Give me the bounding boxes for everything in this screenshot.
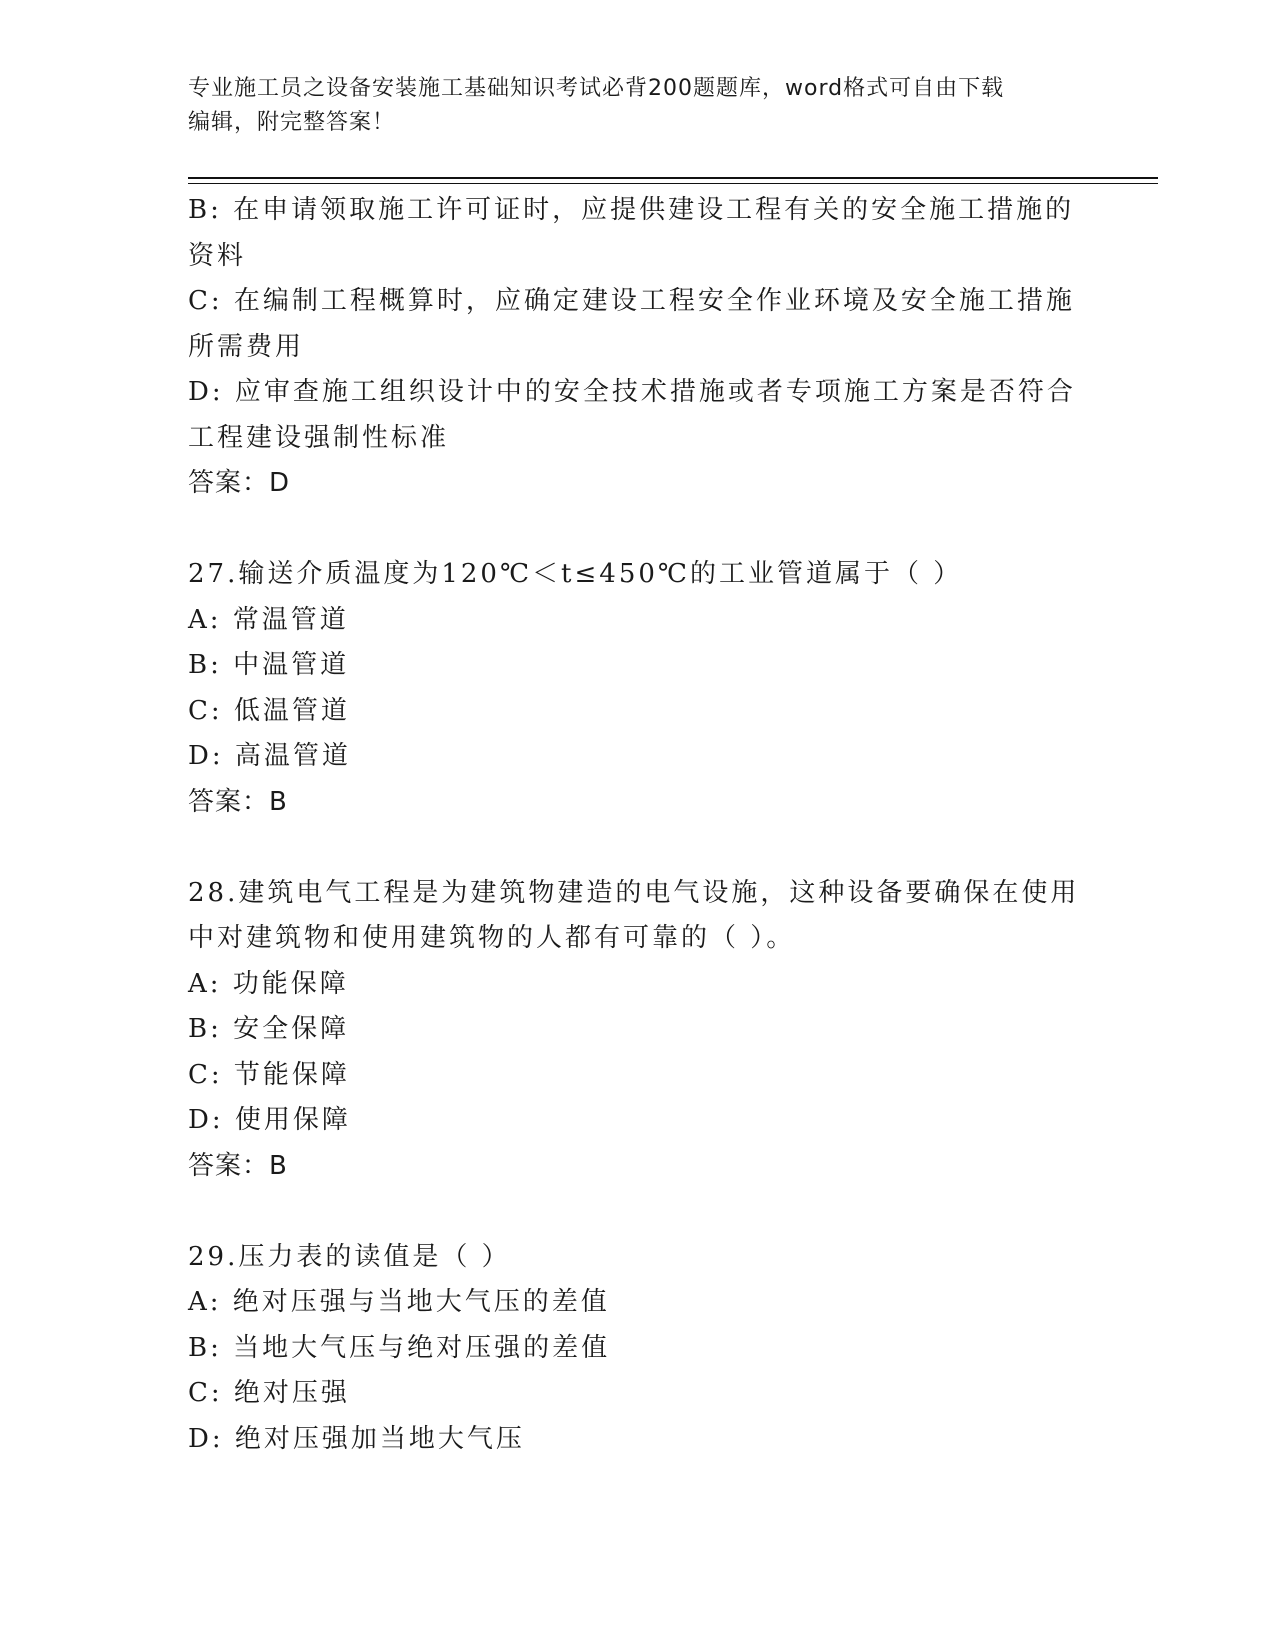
- header-divider-thin: [188, 183, 1158, 184]
- option-b: B: 安全保障: [188, 1014, 350, 1044]
- question-27: [188, 552, 1078, 825]
- question-29: [188, 1235, 1078, 1463]
- question-stem: 29.压力表的读值是（ ）: [188, 1241, 511, 1272]
- option-d-line-1: D: 应审查施工组织设计中的安全技术措施或者专项施工方案是否符合: [188, 377, 1076, 407]
- question-28: [188, 871, 1078, 1190]
- option-b: B: 中温管道: [188, 650, 350, 680]
- option-a: A: 功能保障: [188, 968, 349, 999]
- option-a: A: 绝对压强与当地大气压的差值: [188, 1287, 610, 1317]
- option-c-line-1: C: 在编制工程概算时，应确定建设工程安全作业环境及安全施工措施: [188, 286, 1075, 316]
- option-d: D: 使用保障: [188, 1105, 351, 1135]
- option-d: D: 高温管道: [188, 741, 351, 771]
- option-c: C: 低温管道: [188, 695, 350, 726]
- question-stem: 27.输送介质温度为120℃＜t≤450℃的工业管道属于（ ）: [188, 559, 963, 589]
- spacer: [188, 825, 1078, 871]
- option-b-line-1: B: 在申请领取施工许可证时，应提供建设工程有关的安全施工措施的: [188, 195, 1075, 225]
- page-header: [188, 72, 1068, 140]
- header-title-line-2: 编辑，附完整答案！: [188, 110, 396, 135]
- answer: 答案：D: [188, 468, 291, 498]
- answer: 答案：B: [188, 786, 288, 817]
- option-b: B: 当地大气压与绝对压强的差值: [188, 1332, 611, 1363]
- question-stem-line-2: 中对建筑物和使用建筑物的人都有可靠的（ ）。: [188, 923, 796, 953]
- header-title-line-1: 专业施工员之设备安装施工基础知识考试必背200题题库，word格式可自由下载: [188, 76, 1005, 101]
- option-d: D: 绝对压强加当地大气压: [188, 1423, 525, 1454]
- option-c-line-2: 所需费用: [188, 331, 305, 362]
- option-d-line-2: 工程建设强制性标准: [188, 422, 450, 453]
- header-divider-thick: [188, 177, 1158, 179]
- question-26-continued: [188, 188, 1078, 507]
- option-b-line-2: 资料: [188, 240, 247, 271]
- option-a: A: 常温管道: [188, 604, 349, 635]
- option-c: C: 节能保障: [188, 1059, 350, 1090]
- question-stem-line-1: 28.建筑电气工程是为建筑物建造的电气设施，这种设备要确保在使用: [188, 877, 1080, 908]
- answer: 答案：B: [188, 1150, 288, 1181]
- spacer: [188, 1189, 1078, 1235]
- document-body: [188, 188, 1078, 1462]
- spacer: [188, 507, 1078, 553]
- option-c: C: 绝对压强: [188, 1378, 350, 1408]
